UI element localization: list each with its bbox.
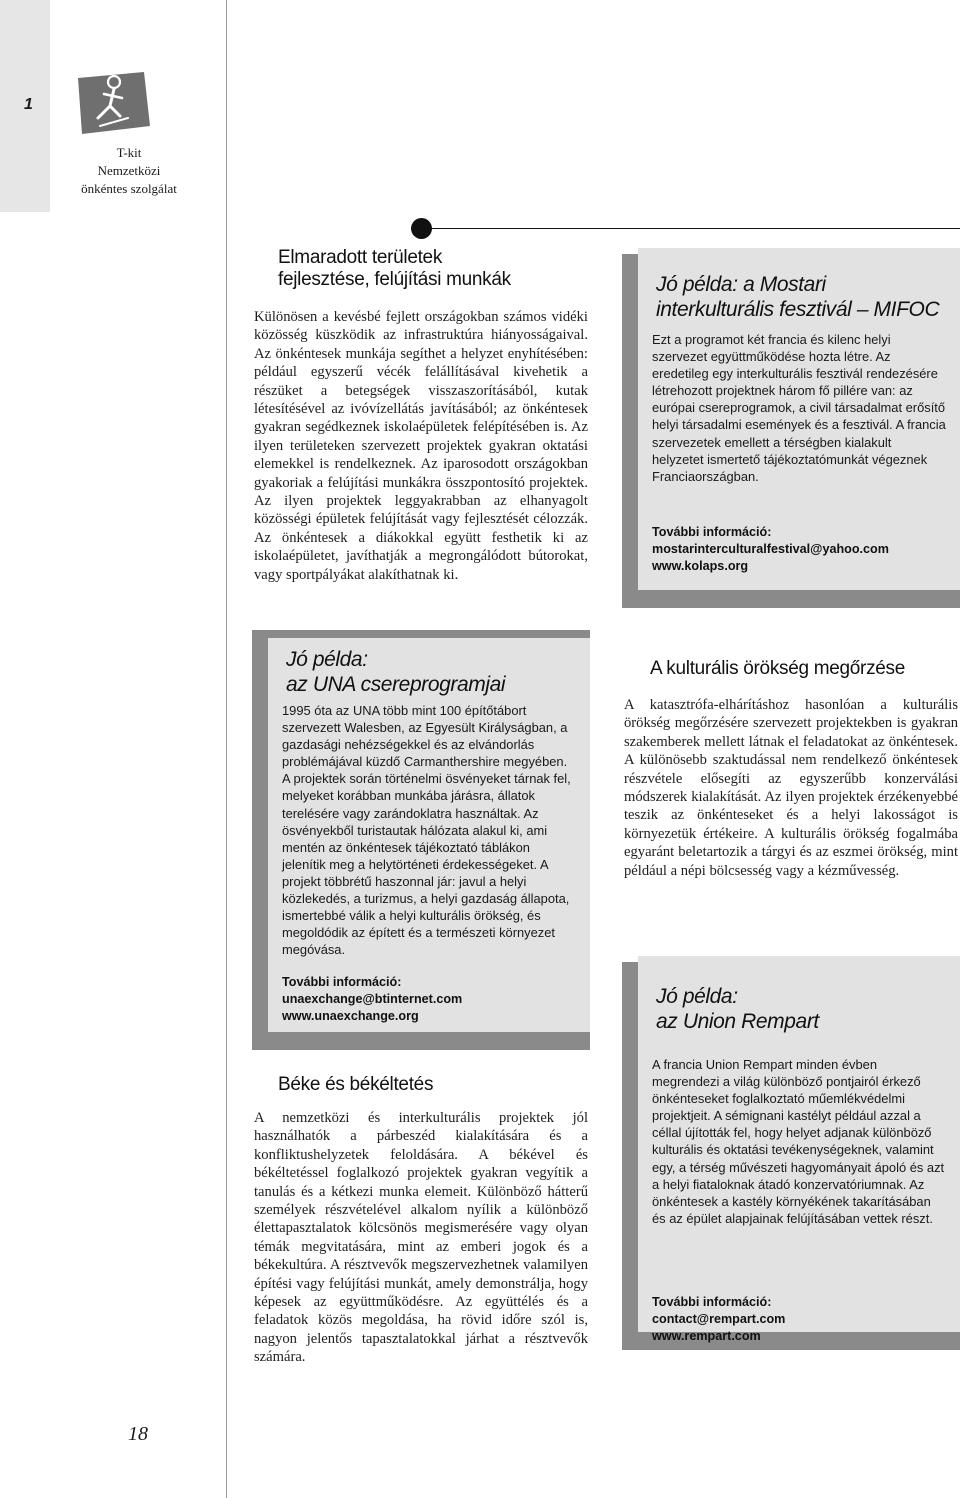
section-body-heritage: A katasztrófa-elhárításhoz hasonlóan a kulturális örökség megőrzésére szervezett projektekben is gyakran szakemberek mellett látnak el feladatokat az önkéntesek. A különösebb szaktudással nem rendelkező önkéntesek részvétele elősegíti az egyszerűbb konzerválási módszerek kialakítását. Az ilyen projektek érzékenyebbé teszik az önkénteseket és a helyi lakosságot is környezetük értékeire. A kulturális örökség fogalmába egyaránt beletartozik a tárgyi és az eszmei örökség, mint például a népi bölcsesség vagy a kézművesség. [624,697,958,879]
section-body-peace: A nemzetközi és interkulturális projektek jól használhatók a párbeszéd kialakítására és a konfliktushelyzetek feloldására. A békével és békéltetéssel foglalkozó projektek gyakran vegyítik a tanulás és a kétkezi munka elemeit. Különböző hátterű személyek részvételével alkalom nyílik a különböző élettapasztalatok kölcsönös megismerésére vagy olyan témák megvitatására, mint az emberi jogok és a békekultúra. A résztvevők megszervezhetnek valamilyen építési vagy felújítási munkát, amely demonstrálja, hogy képesek az együttműködésre. Az együttélés és a feladatok közös megoldása, ha rövid időre szól is, nagyon jelentős tapasztalatokkal járhat a résztvevők számára. [254,1110,588,1366]
heading-line1: Elmaradott területek [278,247,443,268]
info-label: További információ: [282,975,402,989]
box-title-mifoc [656,272,939,322]
box-title-line2: az Union Rempart [656,1010,819,1033]
info-web-link[interactable]: www.unaexchange.org [282,1009,419,1023]
org-name-line1: T-kit [116,145,142,160]
box-info-una [282,974,462,1025]
example-box-rempart [638,956,960,1343]
box-title-line2: az UNA csereprogramjai [286,673,506,696]
info-email-link[interactable]: contact@rempart.com [652,1312,786,1326]
box-title-line1: Jó példa: a Mostari [656,273,826,296]
chapter-tab [0,0,50,212]
page-number: 18 [128,1423,148,1445]
box-text-una: 1995 óta az UNA több mint 100 építőtábort szervezett Walesben, az Egyesült Királyságban, a gazdasági nehézségekkel és az elvándorlás problémájával küzdő Carmanthershire megyében. A projektek során történelmi ösvényeket tárnak fel, melyeket korábban munkába járásra, állatok terelésére vagy zarándoklatra használtak. Az ösvényekből turistautak hálózata alakul ki, ami mentén az önkéntesek tájékoztató táblákon jelenítik meg a helytörténeti érdekességeket. A projekt többrétű haszonnal jár: javul a helyi közlekedés, a turizmus, a helyi gazdaság állapota, ismertebbé válik a helyi kulturális örökség, és megoldódik az épített és a természeti környezet megóvása. [282,703,571,958]
section-heading-peace: Béke és békéltetés [278,1074,434,1095]
info-web-link[interactable]: www.kolaps.org [652,559,749,573]
info-email-link[interactable]: mostarinterculturalfestival@yahoo.com [652,542,889,556]
section-rule [422,228,960,229]
info-web-link[interactable]: www.rempart.com [652,1329,761,1343]
sidebar [0,0,227,1498]
info-email-link[interactable]: unaexchange@btinternet.com [282,992,463,1006]
org-name-line2: Nemzetközi [97,163,161,178]
box-info-mifoc [652,524,889,575]
info-label: További információ: [652,525,772,539]
example-box-una [268,638,590,1032]
box-title-rempart [656,984,819,1034]
section-heading-development [278,247,511,291]
section-heading-heritage: A kulturális örökség megőrzése [650,658,906,679]
org-name-line3: önkéntes szolgálat [81,181,177,196]
box-title-line1: Jó példa: [656,985,738,1008]
example-box-mifoc [638,248,960,590]
chapter-number: 1 [24,96,33,113]
box-title-line2: interkulturális fesztivál – MIFOC [656,298,940,321]
heading-line2: fejlesztése, felújítási munkák [278,269,511,290]
org-name [54,144,204,198]
box-title-una [286,647,505,697]
box-text-rempart: A francia Union Rempart minden évben megrendezi a világ különböző pontjairól érkező önkénteseket foglalkoztató műemlékvédelmi projektjeit. A sémignani kastélyt például azzal a céllal újították fel, hogy helyet adjanak különböző kulturális és oktatási tevékenységeknek, valamint egy, a térség művészeti hagyományait ápoló és azt a helyi fiataloknak átadó konzervatóriumnak. Az önkéntesek a kastély környékének takarításában és az épület alapjainak felújításában vettek részt. [652,1057,945,1226]
box-title-line1: Jó példa: [286,648,368,671]
box-text-mifoc: Ezt a programot két francia és kilenc helyi szervezet együttműködése hozta létre. Az eredetileg egy interkulturális fesztivál rendezésére létrehozott projektnek három fő pillére van: az európai csereprogramok, a civil társadalmat erősítő helyi társadalmi események és a fesztivál. A francia szervezetek emellett a térségben kialakult helyzetet ismertető tájékoztatómunkát végeznek Franciaországban. [652,332,946,484]
section-body-development: Különösen a kevésbé fejlett országokban számos vidéki közösség küszködik az infrastruktúra hiányosságaival. Az önkéntesek munkája segíthet a helyzet enyhítésében: például egyszerű vécék felállításával kivehetik a részüket a betegségek visszaszorításából, kutak létesítésével az ivóvízellátás javításából; az önkéntesek gyakran segédkeznek iskolaépületek felépítésében is. Az ilyen területeken szervezett projektek gyakran oktatási elemekkel is rendelkeznek. Az iparosodott országokban gyakoriak a felújítási munkákra összpontosító projektek. Az ilyen projektek leggyakrabban az elhanyagolt közösségi épületek felújítását vagy fejlesztését célozzák. Az önkéntesek a diákokkal együtt festhetik ki az iskolaépületet, javíthatják a megrongálódott bútorokat, vagy sportpályákat alakíthatnak ki. [254,309,588,583]
box-info-rempart [652,1294,785,1345]
info-label: További információ: [652,1295,772,1309]
tkit-logo-icon [76,72,150,134]
